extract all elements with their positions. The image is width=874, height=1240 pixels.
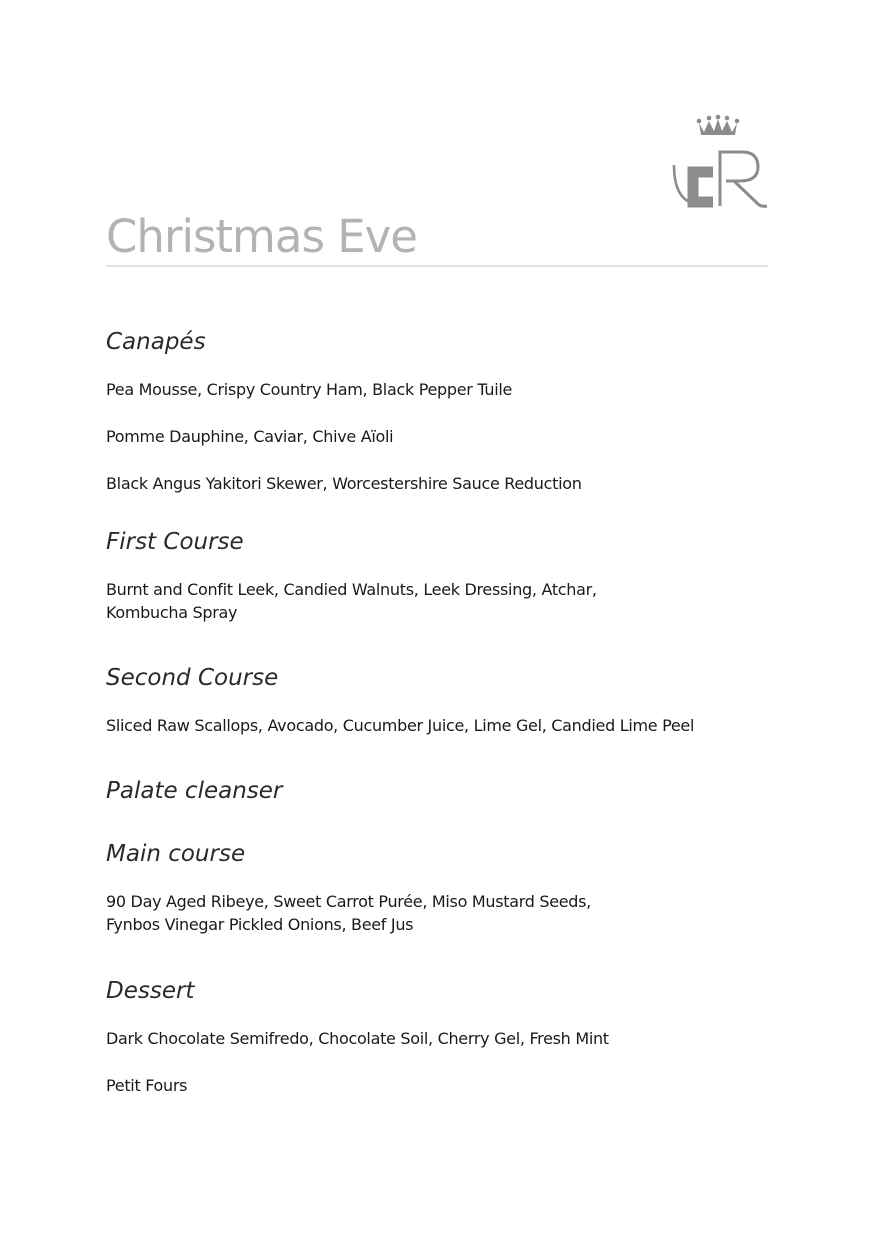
section-dessert [106, 974, 768, 1097]
section-heading: Main course [106, 841, 246, 867]
section-heading: Palate cleanser [106, 778, 283, 804]
menu-item [106, 472, 768, 495]
menu-item-line: Sliced Raw Scallops, Avocado, Cucumber Juice, Lime Gel, Candied Lime Peel [106, 716, 695, 735]
section-heading: Dessert [106, 978, 195, 1004]
menu-item [106, 425, 768, 448]
section-heading: First Course [106, 529, 244, 555]
menu-title: Christmas Eve [106, 210, 417, 263]
title-divider [106, 265, 768, 267]
section-heading: Canapés [106, 329, 206, 355]
menu-content [106, 325, 768, 1097]
menu-item [106, 378, 768, 401]
menu-item-line: Petit Fours [106, 1076, 188, 1095]
menu-item [106, 714, 768, 737]
menu-item-line: Fynbos Vinegar Pickled Onions, Beef Jus [106, 915, 414, 934]
menu-item-line: 90 Day Aged Ribeye, Sweet Carrot Purée, Miso Mustard Seeds, [106, 892, 591, 911]
menu-item-line: Pea Mousse, Crispy Country Ham, Black Pepper Tuile [106, 380, 513, 399]
section-palate-cleanser [106, 774, 768, 808]
section-main-course [106, 837, 768, 936]
menu-item-line: Dark Chocolate Semifredo, Chocolate Soil, Cherry Gel, Fresh Mint [106, 1029, 609, 1048]
section-heading: Second Course [106, 665, 279, 691]
section-canapes [106, 325, 768, 495]
menu-item [106, 578, 768, 624]
menu-item-line: Kombucha Spray [106, 603, 238, 622]
menu-item [106, 890, 768, 936]
menu-item-line: Pomme Dauphine, Caviar, Chive Aïoli [106, 427, 394, 446]
menu-item [106, 1027, 768, 1050]
menu-item-line: Black Angus Yakitori Skewer, Worcestershire Sauce Reduction [106, 474, 582, 493]
menu-item [106, 1074, 768, 1097]
menu-item-line: Burnt and Confit Leek, Candied Walnuts, Leek Dressing, Atchar, [106, 580, 597, 599]
section-first-course [106, 525, 768, 624]
section-second-course [106, 661, 768, 737]
gr-crown-logo-icon [668, 114, 772, 210]
